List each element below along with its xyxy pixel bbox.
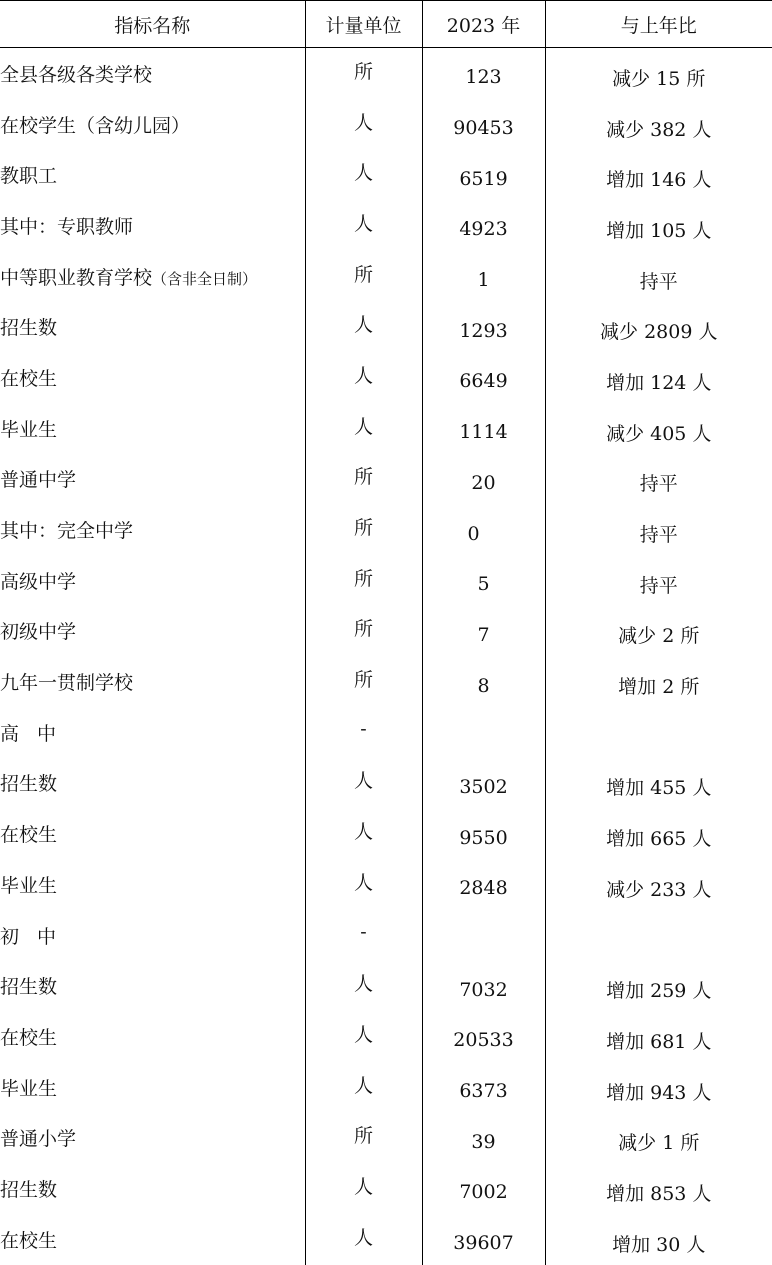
table-row [0,454,772,505]
row-compare: 增加 30 人 [612,1233,706,1256]
table-row [0,1163,772,1214]
row-unit: 人 [305,200,422,251]
row-compare: 减少 382 人 [606,118,712,141]
row-name: 在校学生（含幼儿园） [0,99,305,150]
table-row [0,758,772,809]
row-unit: 人 [305,1062,422,1113]
row-name: 在校生 [0,808,305,859]
row-unit: - [305,707,422,758]
table-row [0,48,772,99]
row-value: 6649 [422,352,545,403]
row-unit: 人 [305,352,422,403]
row-unit: 人 [305,1011,422,1062]
row-value: 6373 [422,1062,545,1113]
row-unit: 所 [305,504,422,555]
row-unit: 人 [305,808,422,859]
row-unit: 所 [305,555,422,606]
row-name: 其中：完全中学 [0,504,305,555]
row-compare [545,910,772,961]
table-row [0,555,772,606]
row-unit: 人 [305,1214,422,1265]
row-compare [545,707,772,758]
row-compare: 增加 455 人 [606,777,712,800]
row-unit: 人 [305,758,422,809]
row-unit: - [305,910,422,961]
row-value: 6519 [422,149,545,200]
table-row [0,149,772,200]
row-name: 初级中学 [0,606,305,657]
row-compare: 减少 2 所 [618,625,700,648]
row-name: 全县各级各类学校 [0,48,305,99]
row-name: 在校生 [0,352,305,403]
row-name: 教职工 [0,149,305,200]
row-value: 7 [422,606,545,657]
header-year-2023: 2023 年 [422,1,545,48]
row-compare: 增加 853 人 [606,1182,712,1205]
row-unit: 所 [305,251,422,302]
row-compare: 持平 [639,270,678,293]
row-compare: 减少 233 人 [606,878,712,901]
row-unit: 所 [305,656,422,707]
row-name: 招生数 [0,1163,305,1214]
row-compare: 减少 405 人 [606,422,712,445]
row-value: 1293 [422,301,545,352]
row-unit: 所 [305,606,422,657]
row-unit: 人 [305,149,422,200]
row-name: 毕业生 [0,859,305,910]
table-row [0,403,772,454]
row-name [0,251,305,302]
row-name: 初中 [0,910,305,961]
row-value: 7002 [422,1163,545,1214]
row-value: 4923 [422,200,545,251]
row-value: 39 [422,1112,545,1163]
table-row [0,910,772,961]
row-name: 招生数 [0,758,305,809]
row-unit: 人 [305,99,422,150]
table-row [0,1112,772,1163]
row-value: 1114 [422,403,545,454]
row-compare: 增加 124 人 [606,371,712,394]
table-row [0,301,772,352]
row-name: 普通中学 [0,454,305,505]
row-compare: 增加 943 人 [606,1081,712,1104]
table-row [0,99,772,150]
row-value [422,707,545,758]
row-value [422,910,545,961]
row-value: 123 [422,48,545,99]
table-row [0,504,772,555]
table-row [0,960,772,1011]
table-row [0,352,772,403]
row-name: 普通小学 [0,1112,305,1163]
row-value: 9550 [422,808,545,859]
row-unit: 人 [305,1163,422,1214]
table-row [0,200,772,251]
row-compare: 持平 [639,473,678,496]
table-row [0,859,772,910]
table-row [0,1214,772,1265]
row-value: 0 [422,504,545,555]
row-unit: 人 [305,859,422,910]
row-name: 招生数 [0,301,305,352]
row-value: 39607 [422,1214,545,1265]
table-row [0,1062,772,1113]
row-value: 5 [422,555,545,606]
table-header-row [0,1,772,48]
row-name: 毕业生 [0,1062,305,1113]
table-row [0,707,772,758]
header-compare: 与上年比 [545,1,772,48]
table-row [0,1011,772,1062]
table-row [0,251,772,302]
header-unit: 计量单位 [305,1,422,48]
row-value: 20 [422,454,545,505]
row-value: 20533 [422,1011,545,1062]
row-name: 在校生 [0,1011,305,1062]
row-compare: 增加 259 人 [606,980,712,1003]
row-unit: 人 [305,301,422,352]
row-value: 3502 [422,758,545,809]
table-row [0,656,772,707]
row-name: 高级中学 [0,555,305,606]
header-indicator-name: 指标名称 [0,1,305,48]
row-compare: 增加 665 人 [606,828,712,851]
row-name: 招生数 [0,960,305,1011]
row-name: 在校生 [0,1214,305,1265]
row-compare: 增加 681 人 [606,1030,712,1053]
row-unit: 人 [305,960,422,1011]
table-row [0,808,772,859]
row-value: 90453 [422,99,545,150]
row-compare: 持平 [639,574,678,597]
row-unit: 人 [305,403,422,454]
row-compare: 减少 1 所 [618,1132,700,1155]
row-value: 7032 [422,960,545,1011]
row-name-main: 中等职业教育学校 [0,266,153,289]
table-row [0,606,772,657]
row-unit: 所 [305,48,422,99]
row-value: 8 [422,656,545,707]
row-unit: 所 [305,454,422,505]
row-value: 2848 [422,859,545,910]
row-compare: 减少 15 所 [612,67,706,90]
row-compare: 持平 [639,524,678,547]
row-compare: 减少 2809 人 [600,321,718,344]
row-name: 其中：专职教师 [0,200,305,251]
row-name-note: （含非全日制） [152,269,258,288]
row-unit: 所 [305,1112,422,1163]
row-name: 毕业生 [0,403,305,454]
row-compare: 增加 105 人 [606,219,712,242]
row-compare: 增加 2 所 [618,676,700,699]
row-name: 九年一贯制学校 [0,656,305,707]
row-value: 1 [422,251,545,302]
row-name: 高中 [0,707,305,758]
row-compare: 增加 146 人 [606,169,712,192]
